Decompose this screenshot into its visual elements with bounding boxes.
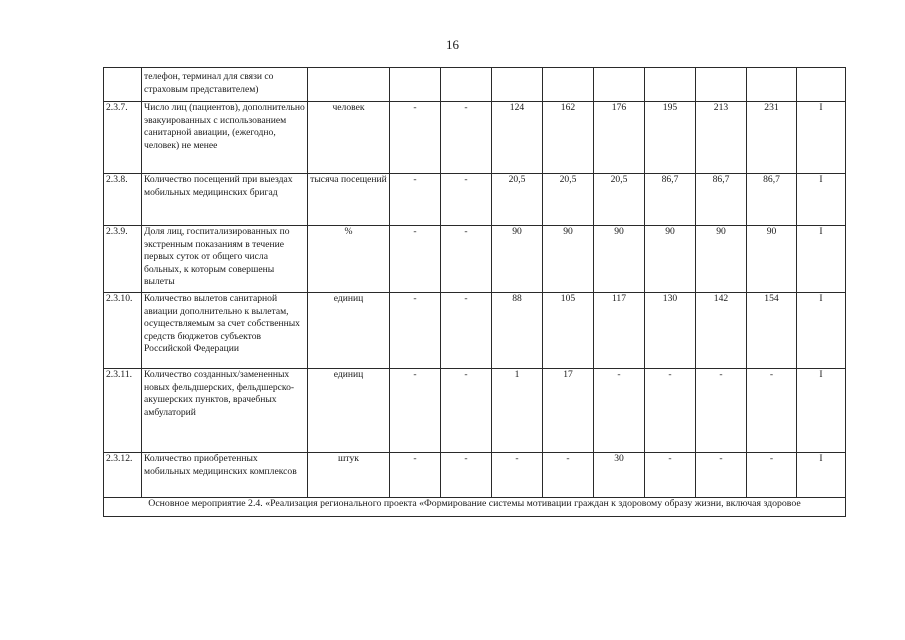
table-row [104, 453, 846, 498]
value-cell: 90 [645, 226, 696, 293]
value-cell: 105 [543, 293, 594, 369]
footer-row [104, 498, 846, 517]
value-cell: 1 [492, 369, 543, 453]
value-cell: - [390, 369, 441, 453]
indicator-name-cell: телефон, терминал для связи со страховым представителем) [142, 68, 308, 102]
row-number-cell: 2.3.8. [104, 174, 142, 226]
value-cell: 90 [747, 226, 797, 293]
value-cell: 20,5 [594, 174, 645, 226]
unit-cell: единиц [308, 293, 390, 369]
value-cell: I [797, 174, 846, 226]
value-cell: - [441, 369, 492, 453]
table-row [104, 369, 846, 453]
value-cell: I [797, 226, 846, 293]
row-number-cell: 2.3.10. [104, 293, 142, 369]
value-cell: - [696, 369, 747, 453]
indicator-name-cell: Количество посещений при выездах мобильных медицинских бригад [142, 174, 308, 226]
value-cell: - [390, 226, 441, 293]
value-cell: 30 [594, 453, 645, 498]
unit-cell: % [308, 226, 390, 293]
value-cell: 195 [645, 102, 696, 174]
value-cell: - [594, 369, 645, 453]
value-cell: - [390, 102, 441, 174]
value-cell: - [492, 453, 543, 498]
value-cell: - [747, 453, 797, 498]
value-cell: 90 [594, 226, 645, 293]
row-number-cell: 2.3.7. [104, 102, 142, 174]
value-cell: - [696, 453, 747, 498]
row-number-cell [104, 68, 142, 102]
row-number-cell: 2.3.9. [104, 226, 142, 293]
row-number-cell: 2.3.11. [104, 369, 142, 453]
value-cell: 86,7 [645, 174, 696, 226]
value-cell: 142 [696, 293, 747, 369]
value-cell: 162 [543, 102, 594, 174]
value-cell: I [797, 453, 846, 498]
value-cell: - [747, 369, 797, 453]
value-cell: 124 [492, 102, 543, 174]
unit-cell: штук [308, 453, 390, 498]
value-cell: 231 [747, 102, 797, 174]
value-cell: - [441, 174, 492, 226]
value-cell: 213 [696, 102, 747, 174]
indicator-name-cell: Количество созданных/замененных новых фельдшерских, фельдшерско-акушерских пунктов, врачебных амбулаторий [142, 369, 308, 453]
indicator-name-cell: Число лиц (пациентов), дополнительно эвакуированных с использованием санитарной авиации, (ежегодно, человек) не менее [142, 102, 308, 174]
unit-cell: единиц [308, 369, 390, 453]
value-cell: 90 [492, 226, 543, 293]
value-cell: 20,5 [492, 174, 543, 226]
value-cell: - [645, 369, 696, 453]
value-cell: I [797, 369, 846, 453]
value-cell: - [645, 453, 696, 498]
value-cell: 176 [594, 102, 645, 174]
value-cell: - [390, 453, 441, 498]
value-cell: - [441, 453, 492, 498]
value-cell: - [441, 226, 492, 293]
indicator-name-cell: Количество приобретенных мобильных медицинских комплексов [142, 453, 308, 498]
indicator-name-cell: Доля лиц, госпитализированных по экстренным показаниям в течение первых суток от общего числа больных, к которым совершены вылеты [142, 226, 308, 293]
table-row [104, 174, 846, 226]
value-cell: - [390, 293, 441, 369]
value-cell: I [797, 102, 846, 174]
value-cell: 20,5 [543, 174, 594, 226]
value-cell: - [543, 453, 594, 498]
indicators-table [103, 67, 846, 517]
value-cell: 17 [543, 369, 594, 453]
value-cell: 88 [492, 293, 543, 369]
unit-cell: тысяча посещений [308, 174, 390, 226]
value-cell: 90 [696, 226, 747, 293]
table-row [104, 102, 846, 174]
value-cell: - [441, 102, 492, 174]
row-number-cell: 2.3.12. [104, 453, 142, 498]
value-cell: 86,7 [747, 174, 797, 226]
value-cell: 90 [543, 226, 594, 293]
unit-cell: человек [308, 102, 390, 174]
indicator-name-cell: Количество вылетов санитарной авиации дополнительно к вылетам, осуществляемым за счет собственных средств бюджетов субъектов Российской Федерации [142, 293, 308, 369]
value-cell: - [441, 293, 492, 369]
table-row [104, 293, 846, 369]
value-cell: - [390, 174, 441, 226]
main-activity-caption: Основное мероприятие 2.4. «Реализация регионального проекта «Формирование системы мотивации граждан к здоровому образу жизни, включая здоровое [104, 498, 846, 517]
table-row [104, 226, 846, 293]
value-cell: 86,7 [696, 174, 747, 226]
page-number: 16 [446, 37, 459, 52]
value-cell: 154 [747, 293, 797, 369]
value-cell: 117 [594, 293, 645, 369]
value-cell: 130 [645, 293, 696, 369]
value-cell: I [797, 293, 846, 369]
continuation-row [104, 68, 846, 102]
